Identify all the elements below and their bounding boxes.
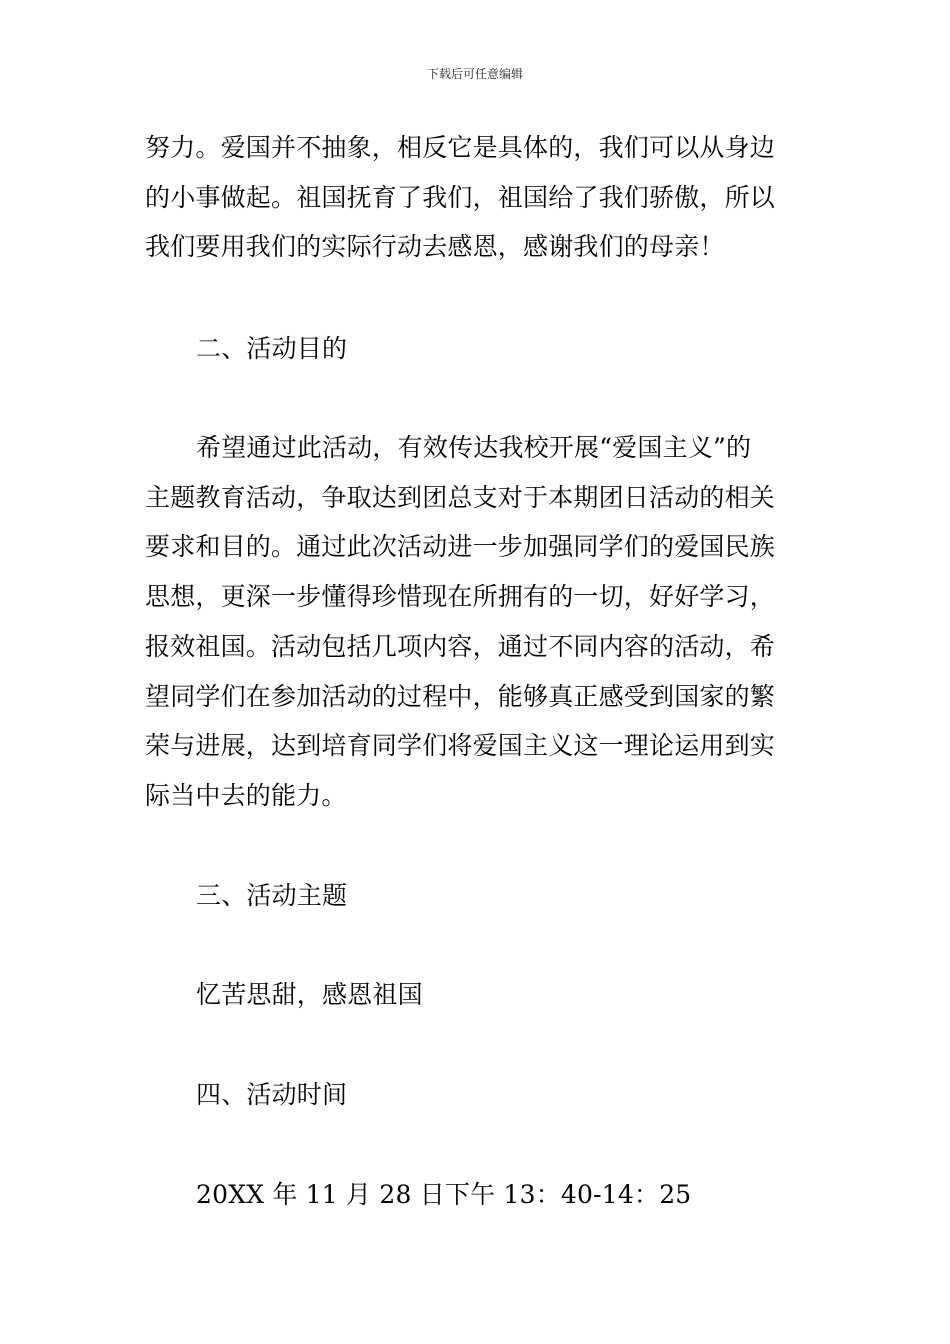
section-2-line-5: 报效祖国。活动包括几项内容，通过不同内容的活动，希 (145, 632, 776, 661)
section-2-line-4: 思想，更深一步懂得珍惜现在所拥有的一切，好好学习， (145, 582, 776, 611)
section-2-heading: 二、活动目的 (196, 334, 348, 363)
section-4-time: 20XX 年 11 月 28 日下午 13：40-14：25 (196, 1180, 692, 1209)
section-2-line-3: 要求和目的。通过此次活动进一步加强同学们的爱国民族 (145, 532, 776, 561)
section-2-line-6: 望同学们在参加活动的过程中，能够真正感受到国家的繁 (145, 682, 776, 711)
section-4-heading: 四、活动时间 (196, 1080, 348, 1109)
section-2-line-7: 荣与进展，达到培育同学们将爱国主义这一理论运用到实 (145, 731, 776, 760)
section-3-theme: 忆苦思甜，感恩祖国 (196, 980, 423, 1009)
section-2-line-8: 际当中去的能力。 (145, 781, 347, 810)
page-header: 下载后可任意编辑 (426, 67, 523, 81)
intro-line-2: 的小事做起。祖国抚育了我们，祖国给了我们骄傲，所以 (145, 183, 776, 212)
intro-line-1: 努力。爱国并不抽象，相反它是具体的，我们可以从身边 (145, 133, 776, 162)
section-3-heading: 三、活动主题 (196, 881, 348, 910)
section-2-line-2: 主题教育活动，争取达到团总支对于本期团日活动的相关 (145, 483, 776, 512)
section-2-line-1: 希望通过此活动，有效传达我校开展“爱国主义”的 (196, 433, 752, 462)
intro-line-3: 我们要用我们的实际行动去感恩，感谢我们的母亲！ (145, 232, 725, 261)
